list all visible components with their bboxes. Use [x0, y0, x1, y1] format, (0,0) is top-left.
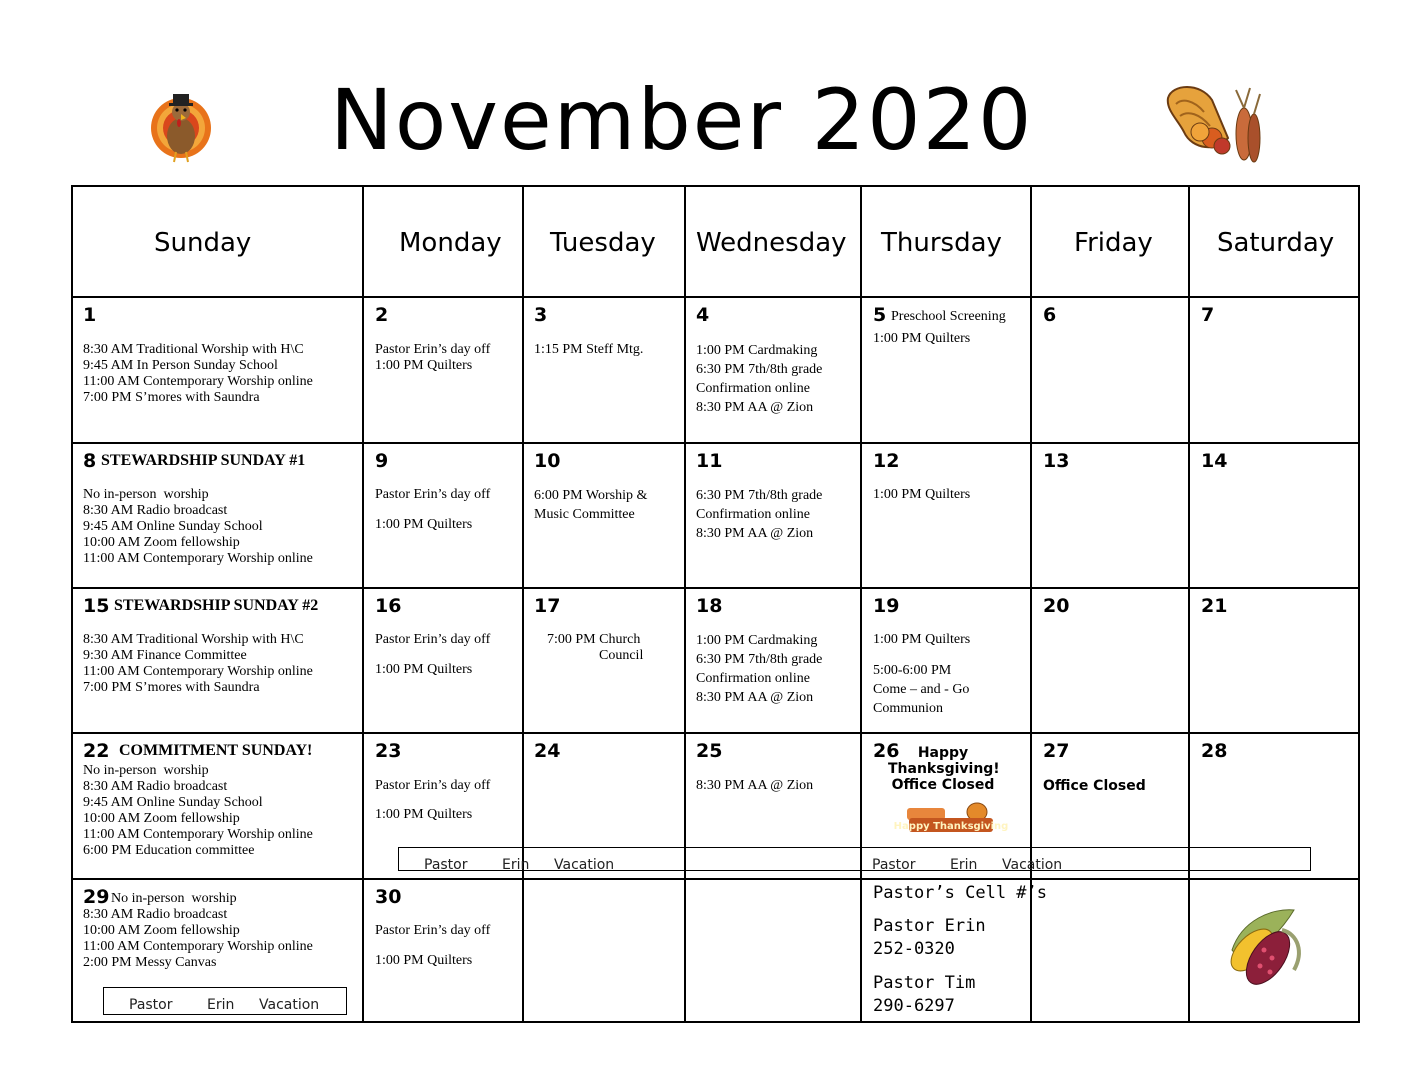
day-number: 17 [534, 595, 561, 617]
day-number: 24 [534, 740, 561, 762]
day-events: 1:00 PM Quilters [375, 953, 473, 968]
day-heading: Office Closed [1043, 778, 1146, 794]
day-heading: STEWARDSHIP SUNDAY #1 [101, 452, 306, 469]
day-number: 9 [375, 450, 389, 472]
day-number: 8 [83, 450, 97, 472]
vacation-label: Erin [207, 997, 235, 1013]
grid-line [684, 185, 686, 1023]
day-events: 8:30 AM Traditional Worship with H\C 9:45 AM In Person Sunday School 11:00 AM Contemporary Worship online 7:00 PM S’mores with Saundra [83, 342, 313, 405]
day-header-tuesday: Tuesday [550, 228, 656, 258]
vacation-label: Erin [502, 857, 530, 873]
day-events: Pastor Erin’s day off 1:00 PM Quilters [375, 342, 491, 373]
day-header-monday: Monday [399, 228, 502, 258]
vacation-label: Erin [950, 857, 978, 873]
day-number: 14 [1201, 450, 1228, 472]
day-events: Pastor Erin’s day off [375, 487, 491, 502]
badge-text: Happy Thanksgiving [893, 821, 1009, 832]
vacation-label: Pastor [129, 997, 173, 1013]
grid-line [362, 185, 364, 1023]
day-events: 1:00 PM Quilters [873, 487, 971, 502]
day-number: 5 [873, 304, 887, 326]
day-number: 13 [1043, 450, 1070, 472]
vacation-bar [398, 847, 1311, 871]
grid-line [71, 442, 1360, 444]
day-events: 6:30 PM 7th/8th grade Confirmation online 8:30 PM AA @ Zion [696, 488, 823, 541]
day-number: 7 [1201, 304, 1215, 326]
turkey-icon [146, 86, 216, 164]
grid-line [71, 732, 1360, 734]
day-header-sunday: Sunday [154, 228, 252, 258]
day-heading: COMMITMENT SUNDAY! [119, 742, 313, 759]
day-events: 1:00 PM Cardmaking 6:30 PM 7th/8th grade Confirmation online 8:30 PM AA @ Zion [696, 633, 823, 705]
day-number: 25 [696, 740, 723, 762]
day-number: 22 [83, 740, 110, 762]
day-events: No in-person worship 8:30 AM Radio broadcast 9:45 AM Online Sunday School 10:00 AM Zoom fellowship 11:00 AM Contemporary Worship online 6:00 PM Education committee [83, 763, 313, 858]
contact-phone: 290-6297 [873, 996, 955, 1016]
day-events: 1:15 PM Steff Mtg. [534, 342, 644, 357]
day-events: 1:00 PM Cardmaking 6:30 PM 7th/8th grade Confirmation online 8:30 PM AA @ Zion [696, 343, 823, 415]
day-number: 12 [873, 450, 900, 472]
day-number: 18 [696, 595, 723, 617]
day-number: 4 [696, 304, 710, 326]
day-events: Council [599, 648, 644, 663]
day-events: 8:30 AM Radio broadcast 10:00 AM Zoom fellowship 11:00 AM Contemporary Worship online 2:00 PM Messy Canvas [83, 907, 313, 970]
vacation-label: Vacation [1002, 857, 1063, 873]
contact-phone: 252-0320 [873, 939, 955, 959]
day-number: 21 [1201, 595, 1228, 617]
day-number: 27 [1043, 740, 1070, 762]
happy-thanksgiving-badge [893, 800, 1009, 834]
day-events: Pastor Erin’s day off [375, 923, 491, 938]
vacation-label: Pastor [872, 857, 916, 873]
day-events: Pastor Erin’s day off [375, 632, 491, 647]
day-number: 6 [1043, 304, 1057, 326]
contact-name: Pastor Erin [873, 916, 986, 936]
day-header-thursday: Thursday [881, 228, 1002, 258]
day-events: 6:00 PM Worship & Music Committee [534, 488, 648, 522]
grid-line [71, 296, 1360, 298]
day-events: 1:00 PM Quilters [375, 807, 473, 822]
day-events: 1:00 PM Quilters [375, 662, 473, 677]
day-header-saturday: Saturday [1217, 228, 1335, 258]
contacts-heading: Pastor’s Cell #’s [873, 883, 1047, 903]
grid-line [1188, 185, 1190, 1023]
vacation-label: Vacation [554, 857, 615, 873]
day-number: 30 [375, 886, 402, 908]
vacation-label: Pastor [424, 857, 468, 873]
day-number: 16 [375, 595, 402, 617]
vacation-label: Vacation [259, 997, 320, 1013]
grid-line [71, 878, 1360, 880]
day-number: 15 [83, 595, 110, 617]
day-header-wednesday: Wednesday [696, 228, 847, 258]
page-title: November 2020 [330, 71, 1034, 169]
indian-corn-icon [1212, 900, 1308, 992]
day-heading: Happy Thanksgiving! Office Closed [888, 745, 1000, 793]
grid-line [522, 185, 524, 1023]
day-events: No in-person worship 8:30 AM Radio broadcast 9:45 AM Online Sunday School 10:00 AM Zoom fellowship 11:00 AM Contemporary Worship online [83, 487, 313, 566]
day-events: 8:30 PM AA @ Zion [696, 778, 814, 793]
day-number: 29 [83, 886, 110, 908]
day-events: 7:00 PM Church [547, 632, 641, 647]
day-events: 5:00-6:00 PM Come – and - Go Communion [873, 663, 970, 716]
day-number: 10 [534, 450, 561, 472]
day-number: 26 [873, 740, 900, 762]
day-number: 20 [1043, 595, 1070, 617]
grid-line [860, 185, 862, 1023]
day-number: 2 [375, 304, 389, 326]
cornucopia-icon [1160, 80, 1264, 174]
grid-line [71, 587, 1360, 589]
day-events: 1:00 PM Quilters [873, 331, 971, 346]
day-heading: STEWARDSHIP SUNDAY #2 [114, 597, 319, 614]
day-number: 3 [534, 304, 548, 326]
day-heading: No in-person worship [111, 891, 237, 906]
day-number: 28 [1201, 740, 1228, 762]
grid-line [71, 185, 1360, 187]
day-number: 11 [696, 450, 723, 472]
day-header-friday: Friday [1074, 228, 1153, 258]
day-heading: Preschool Screening [891, 309, 1006, 324]
day-events: 8:30 AM Traditional Worship with H\C 9:30 AM Finance Committee 11:00 AM Contemporary Worship online 7:00 PM S’mores with Saundra [83, 632, 313, 695]
day-events: 1:00 PM Quilters [873, 632, 971, 647]
grid-line [71, 1021, 1360, 1023]
day-number: 1 [83, 304, 97, 326]
day-events: 1:00 PM Quilters [375, 517, 473, 532]
day-number: 19 [873, 595, 900, 617]
contact-name: Pastor Tim [873, 973, 976, 993]
grid-line [71, 185, 73, 1023]
day-number: 23 [375, 740, 402, 762]
day-events: Pastor Erin’s day off [375, 778, 491, 793]
grid-line [1358, 185, 1360, 1023]
